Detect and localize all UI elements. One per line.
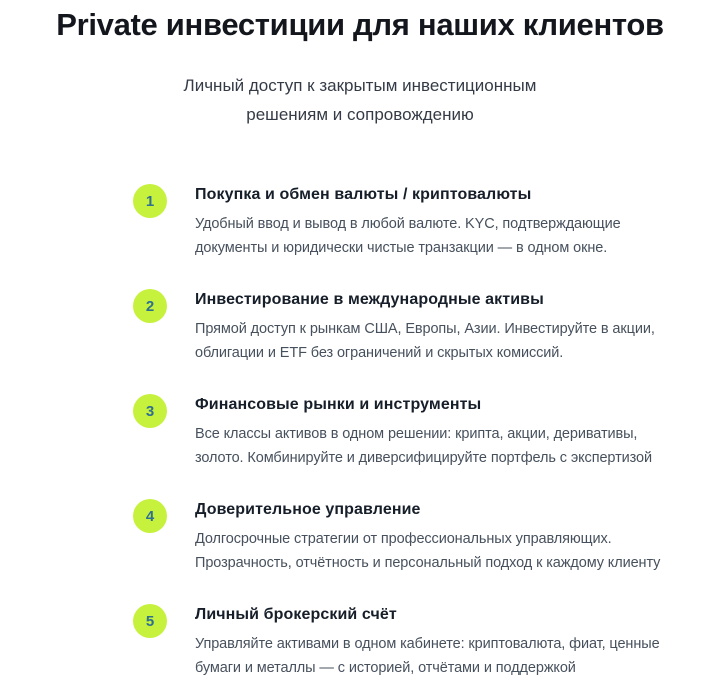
feature-description-line: Долгосрочные стратегии от профессиональных управляющих. [195, 531, 612, 547]
feature-description [195, 212, 633, 260]
feature-description [195, 632, 660, 680]
feature-number-badge: 3 [133, 394, 167, 428]
feature-item [133, 394, 652, 470]
page-subtitle [0, 71, 720, 129]
feature-title: Личный брокерский счёт [195, 606, 397, 623]
features-list [133, 184, 661, 680]
feature-description-line: Управляйте активами в одном кабинете: криптовалюта, фиат, ценные [195, 636, 660, 652]
feature-number-badge: 1 [133, 184, 167, 218]
feature-description-line: Все классы активов в одном решении: крипта, акции, деривативы, [195, 426, 638, 442]
feature-title: Доверительное управление [195, 501, 421, 518]
feature-number-badge: 5 [133, 604, 167, 638]
feature-text-block [195, 604, 660, 680]
page-subtitle-line: решениям и сопровождению [246, 105, 474, 124]
page-subtitle-line: Личный доступ к закрытым инвестиционным [183, 76, 537, 95]
feature-text-block [195, 394, 652, 470]
feature-description-line: бумаги и металлы — с историей, отчётами и поддержкой [195, 660, 576, 676]
feature-text-block [195, 184, 633, 260]
feature-text-block [195, 499, 661, 575]
feature-description [195, 422, 652, 470]
feature-text-block [195, 289, 655, 365]
feature-item [133, 184, 633, 260]
feature-description-line: Прозрачность, отчётность и персональный подход к каждому клиенту [195, 555, 661, 571]
feature-number-badge: 4 [133, 499, 167, 533]
feature-item [133, 604, 660, 680]
page-title: Private инвестиции для наших клиентов [56, 7, 664, 42]
feature-title: Покупка и обмен валюты / криптовалюты [195, 186, 532, 203]
feature-description-line: облигации и ETF без ограничений и скрытых комиссий. [195, 345, 564, 361]
feature-description [195, 527, 661, 575]
feature-description [195, 317, 655, 365]
feature-description-line: Прямой доступ к рынкам США, Европы, Азии. Инвестируйте в акции, [195, 321, 655, 337]
feature-title: Финансовые рынки и инструменты [195, 396, 482, 413]
feature-item [133, 499, 661, 575]
feature-number-badge: 2 [133, 289, 167, 323]
feature-item [133, 289, 655, 365]
feature-description-line: Удобный ввод и вывод в любой валюте. KYC, подтверждающие [195, 216, 621, 232]
feature-title: Инвестирование в международные активы [195, 291, 544, 308]
feature-description-line: золото. Комбинируйте и диверсифицируйте портфель с экспертизой [195, 450, 652, 466]
feature-description-line: документы и юридически чистые транзакции — в одном окне. [195, 240, 608, 256]
